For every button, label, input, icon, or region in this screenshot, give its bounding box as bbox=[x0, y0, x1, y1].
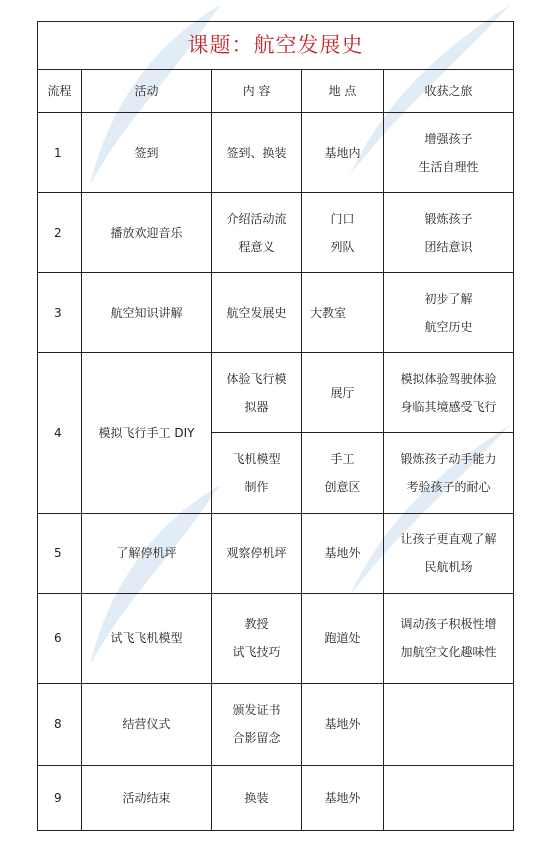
gain-cell bbox=[384, 765, 514, 830]
place-cell: 门口 列队 bbox=[302, 193, 384, 273]
header-row bbox=[38, 70, 514, 113]
step-cell: 2 bbox=[38, 193, 82, 273]
activity-cell: 航空知识讲解 bbox=[82, 273, 212, 353]
gain-cell bbox=[384, 683, 514, 765]
place-cell: 手工 创意区 bbox=[302, 433, 384, 513]
table-row bbox=[38, 593, 514, 683]
header-cell: 地 点 bbox=[302, 70, 384, 113]
table-row bbox=[38, 113, 514, 193]
place-cell: 跑道处 bbox=[302, 593, 384, 683]
place-cell: 大教室 bbox=[302, 273, 384, 353]
place-cell: 基地内 bbox=[302, 113, 384, 193]
content-cell: 观察停机坪 bbox=[212, 513, 302, 593]
activity-cell: 签到 bbox=[82, 113, 212, 193]
place-cell: 基地外 bbox=[302, 513, 384, 593]
step-cell: 3 bbox=[38, 273, 82, 353]
table-row bbox=[38, 353, 514, 433]
content-cell: 换装 bbox=[212, 765, 302, 830]
header-cell: 流程 bbox=[38, 70, 82, 113]
activity-cell: 结营仪式 bbox=[82, 683, 212, 765]
step-cell: 4 bbox=[38, 353, 82, 513]
step-cell: 8 bbox=[38, 683, 82, 765]
header-cell: 内 容 bbox=[212, 70, 302, 113]
schedule-table bbox=[37, 21, 514, 831]
step-cell: 1 bbox=[38, 113, 82, 193]
place-cell: 基地外 bbox=[302, 683, 384, 765]
activity-cell: 了解停机坪 bbox=[82, 513, 212, 593]
content-cell: 介绍活动流 程意义 bbox=[212, 193, 302, 273]
table-row bbox=[38, 765, 514, 830]
header-cell: 活动 bbox=[82, 70, 212, 113]
table-row bbox=[38, 683, 514, 765]
step-cell: 5 bbox=[38, 513, 82, 593]
content-cell: 颁发证书 合影留念 bbox=[212, 683, 302, 765]
header-cell: 收获之旅 bbox=[384, 70, 514, 113]
gain-cell: 锻炼孩子 团结意识 bbox=[384, 193, 514, 273]
content-cell: 签到、换装 bbox=[212, 113, 302, 193]
table-row bbox=[38, 273, 514, 353]
activity-cell: 活动结束 bbox=[82, 765, 212, 830]
step-cell: 6 bbox=[38, 593, 82, 683]
activity-cell: 播放欢迎音乐 bbox=[82, 193, 212, 273]
content-cell: 飞机模型 制作 bbox=[212, 433, 302, 513]
place-cell: 展厅 bbox=[302, 353, 384, 433]
table-title: 课题：航空发展史 bbox=[38, 22, 514, 70]
place-cell: 基地外 bbox=[302, 765, 384, 830]
activity-cell: 试飞飞机模型 bbox=[82, 593, 212, 683]
gain-cell: 初步了解 航空历史 bbox=[384, 273, 514, 353]
gain-cell: 调动孩子积极性增 加航空文化趣味性 bbox=[384, 593, 514, 683]
content-cell: 航空发展史 bbox=[212, 273, 302, 353]
table-row bbox=[38, 193, 514, 273]
content-cell: 教授 试飞技巧 bbox=[212, 593, 302, 683]
step-cell: 9 bbox=[38, 765, 82, 830]
gain-cell: 模拟体验驾驶体验 身临其境感受飞行 bbox=[384, 353, 514, 433]
content-cell: 体验飞行模 拟器 bbox=[212, 353, 302, 433]
gain-cell: 增强孩子 生活自理性 bbox=[384, 113, 514, 193]
table-row bbox=[38, 513, 514, 593]
activity-cell: 模拟飞行手工 DIY bbox=[82, 353, 212, 513]
gain-cell: 锻炼孩子动手能力 考验孩子的耐心 bbox=[384, 433, 514, 513]
gain-cell: 让孩子更直观了解 民航机场 bbox=[384, 513, 514, 593]
